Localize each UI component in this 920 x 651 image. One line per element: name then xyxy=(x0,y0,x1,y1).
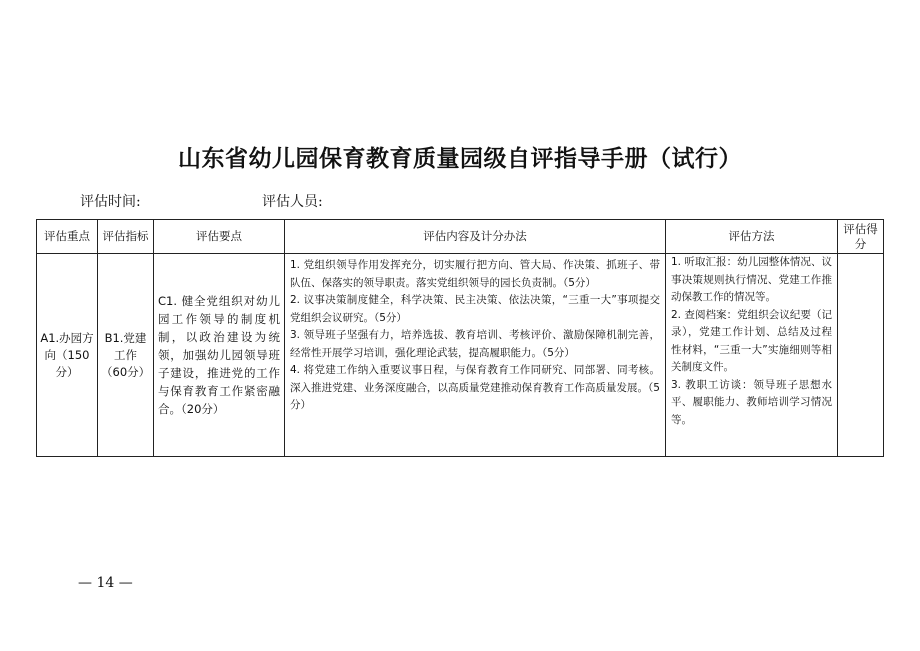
cell-method xyxy=(666,254,838,457)
cell-content xyxy=(285,254,666,457)
content-item: 3. 领导班子坚强有力，培养选拔、教育培训、考核评价、激励保障机制完善，经常性开展学习培训，强化理论武装，提高履职能力。（5分） xyxy=(290,329,660,359)
page-title: 山东省幼儿园保育教育质量园级自评指导手册（试行） xyxy=(178,145,742,172)
header-content: 评估内容及计分办法 xyxy=(285,220,666,254)
content-item: 2. 议事决策制度健全，科学决策、民主决策、依法决策，“三重一大”事项提交党组织会议研究。（5分） xyxy=(290,294,660,324)
content-item: 4. 将党建工作纳入重要议事日程，与保育教育工作同研究、同部署、同考核。深入推进党建、业务深度融合，以高质量党建推动保育教育工作高质量发展。（5分） xyxy=(290,364,660,411)
evaluation-time-label: 评估时间: xyxy=(80,194,141,210)
page-number: — 14 — xyxy=(78,575,133,591)
cell-focus: A1.办园方向（150分） xyxy=(37,254,98,457)
header-score: 评估得分 xyxy=(838,220,884,254)
method-item: 3. 教职工访谈：领导班子思想水平、履职能力、教师培训学习情况等。 xyxy=(671,378,832,426)
header-key-points: 评估要点 xyxy=(154,220,285,254)
header-focus: 评估重点 xyxy=(37,220,98,254)
evaluator-label: 评估人员: xyxy=(262,194,323,210)
content-item: 1. 党组织领导作用发挥充分，切实履行把方向、管大局、作决策、抓班子、带队伍、保落实的领导职责。落实党组织领导的园长负责制。（5分） xyxy=(290,259,660,289)
table-header-row xyxy=(37,220,884,254)
header-indicator: 评估指标 xyxy=(98,220,154,254)
cell-score[interactable] xyxy=(838,254,884,457)
evaluation-table xyxy=(36,219,884,457)
table-row xyxy=(37,254,884,457)
cell-key-points: C1. 健全党组织对幼儿园工作领导的制度机制，以政治建设为统领，加强幼儿园领导班子建设，推进党的工作与保育教育工作紧密融合。（20分） xyxy=(154,254,285,457)
header-method: 评估方法 xyxy=(666,220,838,254)
method-item: 2. 查阅档案：党组织会议纪要（记录），党建工作计划、总结及过程性材料，“三重一大”实施细则等相关制度文件。 xyxy=(671,308,832,373)
method-item: 1. 听取汇报：幼儿园整体情况、议事决策规则执行情况、党建工作推动保教工作的情况等。 xyxy=(671,256,832,303)
cell-indicator: B1.党建工作（60分） xyxy=(98,254,154,457)
